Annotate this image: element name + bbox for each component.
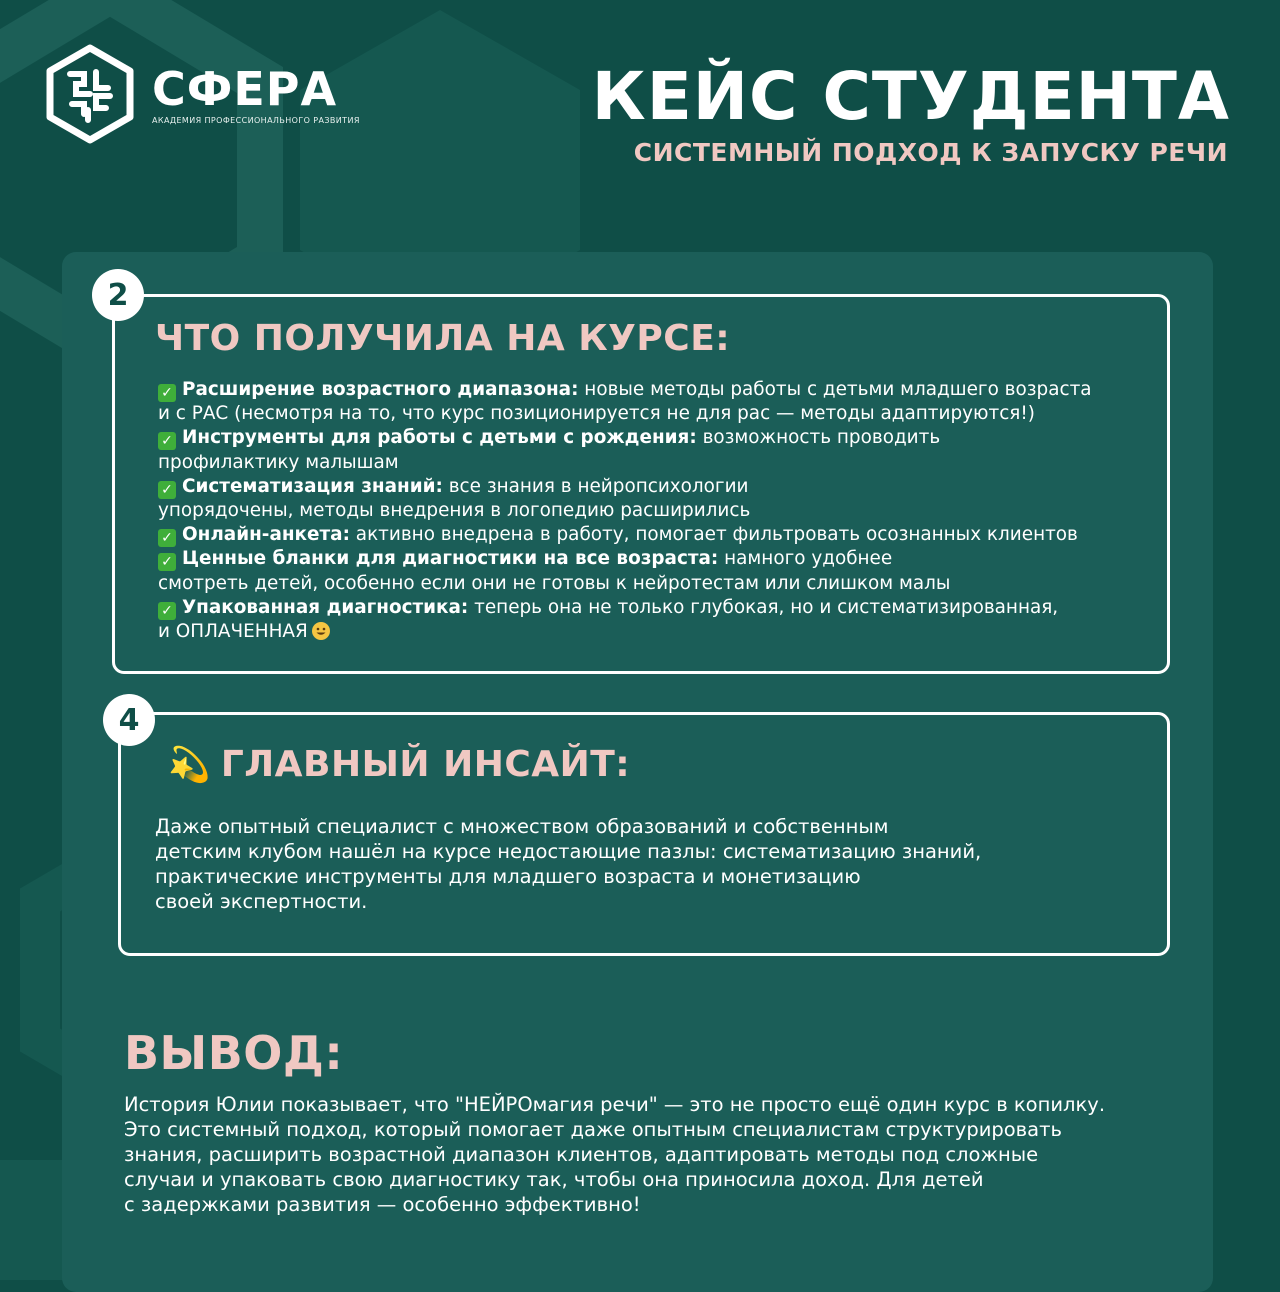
insight-paragraph bbox=[155, 814, 1145, 914]
item-text-cont: и с РАС (несмотря на то, что курс позиционируется не для рас — методы адаптируются!) bbox=[158, 403, 1035, 425]
item-text-cont: упорядочены, методы внедрения в логопедию расширились bbox=[158, 500, 751, 522]
brain-hexagon-icon bbox=[40, 44, 140, 144]
check-mark-icon: ✓ bbox=[158, 432, 176, 450]
list-item bbox=[158, 378, 1158, 426]
conclusion-title: ВЫВОД: bbox=[124, 1026, 344, 1080]
item-text: намного удобнее bbox=[718, 548, 893, 570]
brand-logo bbox=[40, 44, 360, 144]
item-text: теперь она не только глубокая, но и систематизированная, bbox=[468, 596, 1059, 618]
benefits-list bbox=[158, 378, 1158, 644]
section-title-insight bbox=[168, 744, 630, 785]
list-item bbox=[158, 426, 1158, 474]
item-heading: Ценные бланки для диагностики на все возраста: bbox=[182, 548, 719, 570]
insight-line: своей экспертности. bbox=[155, 890, 368, 913]
item-text: все знания в нейропсихологии bbox=[442, 475, 749, 497]
conclusion-line: случаи и упаковать свою диагностику так, чтобы она приносила доход. Для детей bbox=[124, 1168, 984, 1191]
check-mark-icon: ✓ bbox=[158, 602, 176, 620]
conclusion-line: Это системный подход, который помогает даже опытным специалистам структурировать bbox=[124, 1118, 1062, 1141]
list-item bbox=[158, 596, 1158, 644]
item-heading: Упакованная диагностика: bbox=[182, 596, 469, 618]
page-subtitle: СИСТЕМНЫЙ ПОДХОД К ЗАПУСКУ РЕЧИ bbox=[633, 138, 1228, 167]
item-text: новые методы работы с детьми младшего возраста bbox=[578, 379, 1092, 400]
insight-line: детским клубом нашёл на курсе недостающие пазлы: систематизацию знаний, bbox=[155, 840, 982, 863]
item-text-cont: профилактику малышам bbox=[158, 451, 399, 473]
dizzy-star-icon: 💫 bbox=[168, 744, 211, 785]
list-item bbox=[158, 523, 1158, 547]
list-item bbox=[158, 547, 1158, 595]
conclusion-paragraph bbox=[124, 1092, 1184, 1217]
list-item bbox=[158, 475, 1158, 523]
insight-line: Даже опытный специалист с множеством образований и собственным bbox=[155, 815, 889, 838]
item-heading: Инструменты для работы с детьми с рождения: bbox=[182, 427, 697, 449]
page-title: КЕЙС СТУДЕНТА bbox=[591, 58, 1230, 135]
item-heading: Онлайн-анкета: bbox=[182, 524, 350, 546]
section-number-badge: 2 bbox=[92, 269, 144, 321]
item-text: возможность проводить bbox=[696, 427, 941, 449]
insight-line: практические инструменты для младшего возраста и монетизацию bbox=[155, 865, 861, 888]
check-mark-icon: ✓ bbox=[158, 481, 176, 499]
item-text-cont: и ОПЛАЧЕННАЯ bbox=[158, 621, 308, 643]
conclusion-line: с задержками развития — особенно эффективно! bbox=[124, 1193, 641, 1216]
conclusion-line: История Юлии показывает, что "НЕЙРОмагия речи" — это не просто ещё один курс в копилку. bbox=[124, 1093, 1106, 1116]
section-title-what-got: ЧТО ПОЛУЧИЛА НА КУРСЕ: bbox=[155, 318, 731, 359]
section-number-badge: 4 bbox=[103, 694, 155, 746]
item-text-cont: смотреть детей, особенно если они не готовы к нейротестам или слишком малы bbox=[158, 572, 951, 594]
item-text: активно внедрена в работу, помогает фильтровать осознанных клиентов bbox=[349, 524, 1078, 546]
conclusion-line: знания, расширить возрастной диапазон клиентов, адаптировать методы под сложные bbox=[124, 1143, 1039, 1166]
check-mark-icon: ✓ bbox=[158, 553, 176, 571]
item-heading: Систематизация знаний: bbox=[182, 475, 443, 497]
check-mark-icon: ✓ bbox=[158, 529, 176, 547]
brand-tagline: АКАДЕМИЯ ПРОФЕССИОНАЛЬНОГО РАЗВИТИЯ bbox=[152, 115, 360, 125]
item-heading: Расширение возрастного диапазона: bbox=[182, 379, 579, 400]
brand-name: СФЕРА bbox=[152, 61, 338, 116]
check-mark-icon: ✓ bbox=[158, 384, 176, 402]
grinning-face-icon bbox=[312, 622, 330, 640]
insight-title-text: ГЛАВНЫЙ ИНСАЙТ: bbox=[220, 744, 631, 785]
